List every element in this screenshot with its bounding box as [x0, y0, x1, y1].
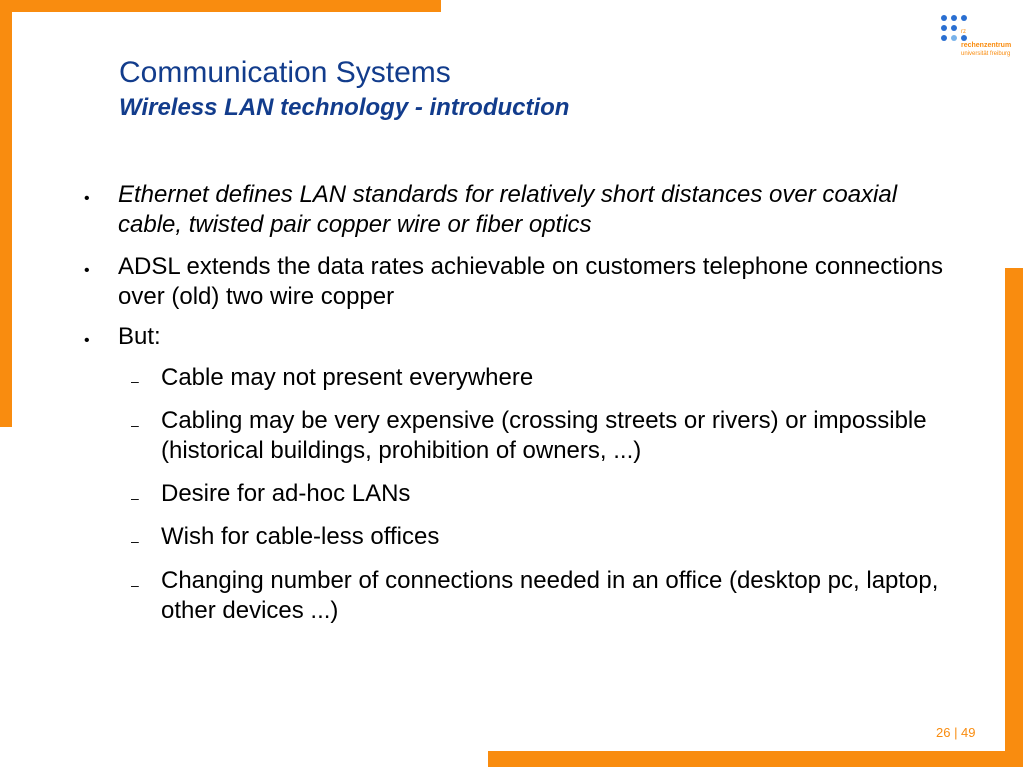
- bullet-marker: •: [84, 332, 90, 349]
- top-accent-bar: [0, 0, 441, 12]
- sub-bullet-adhoc: Desire for ad-hoc LANs: [161, 480, 411, 507]
- dash-marker: –: [131, 490, 139, 506]
- logo-dots-icon: [941, 15, 971, 45]
- dash-marker: –: [131, 417, 139, 433]
- bullet-item-ethernet: Ethernet defines LAN standards for relatively short distances over coaxial cable, twisted pair copper wire or fiber optics: [118, 181, 898, 238]
- bullet-marker: •: [84, 190, 90, 207]
- sub-bullet-cable: Cable may not present everywhere: [161, 364, 534, 391]
- sub-bullet-connections: Changing number of connections needed in an office (desktop pc, laptop, other devices ...): [161, 567, 939, 624]
- page-subtitle: Wireless LAN technology - introduction: [119, 94, 570, 121]
- right-accent-bar: [1005, 268, 1023, 767]
- bullet-item-but: But:: [118, 323, 161, 350]
- bottom-accent-bar: [488, 751, 1023, 767]
- logo-mark: rz: [961, 29, 966, 35]
- page-title: Communication Systems: [119, 56, 451, 89]
- dash-marker: –: [131, 533, 139, 549]
- sub-bullet-cabling: Cabling may be very expensive (crossing streets or rivers) or impossible (historical buildings, prohibition of owners, ...): [161, 407, 927, 464]
- sub-bullet-offices: Wish for cable-less offices: [161, 523, 440, 550]
- logo-line-2: universität freiburg: [961, 51, 1011, 57]
- bullet-item-adsl: ADSL extends the data rates achievable on customers telephone connections over (old) two wire copper: [118, 253, 943, 310]
- dash-marker: –: [131, 373, 139, 389]
- left-accent-bar: [0, 0, 12, 427]
- dash-marker: –: [131, 577, 139, 593]
- bullet-marker: •: [84, 262, 90, 279]
- page-number: 26 | 49: [936, 725, 976, 740]
- logo-line-1: rechenzentrum: [961, 42, 1012, 49]
- university-logo: [941, 15, 1012, 65]
